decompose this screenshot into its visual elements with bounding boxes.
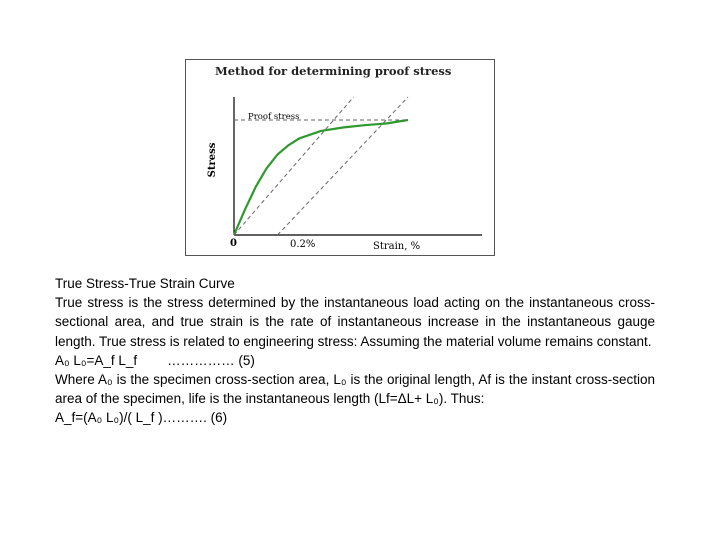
text-body bbox=[55, 274, 655, 428]
y-axis-label: Stress bbox=[207, 142, 218, 178]
section-heading: True Stress-True Strain Curve bbox=[55, 276, 235, 291]
series-stress-strain-curve bbox=[234, 120, 408, 235]
paragraph-definitions: Where A₀ is the specimen cross-section area, L₀ is the original length, Af is the instant cross-section area of the specimen, life is the instantaneous length (Lf=ΔL+ L₀). Thus: bbox=[55, 372, 655, 407]
origin-label: 0 bbox=[230, 238, 237, 249]
proof-stress-chart bbox=[186, 60, 496, 257]
chart-title: Method for determining proof stress bbox=[215, 64, 452, 78]
x-axis-label: Strain, % bbox=[373, 241, 421, 252]
equation-5: A₀ L₀=A_f L_f …………… (5) bbox=[55, 352, 255, 368]
equation-6: A_f=(A₀ L₀)/( L_f )………. (6) bbox=[55, 410, 228, 426]
paragraph-true-stress: True stress is the stress determined by the instantaneous load acting on the instantaneous cross-sectional area, and true strain is the rate of instantaneous increase in the instantaneous gauge length. True stress is related to engineering stress: Assuming the material volume remains constant. bbox=[55, 295, 655, 349]
proof-stress-figure bbox=[185, 59, 495, 256]
proof-stress-label: Proof stress bbox=[248, 112, 300, 122]
offset-label: 0.2% bbox=[290, 239, 316, 250]
